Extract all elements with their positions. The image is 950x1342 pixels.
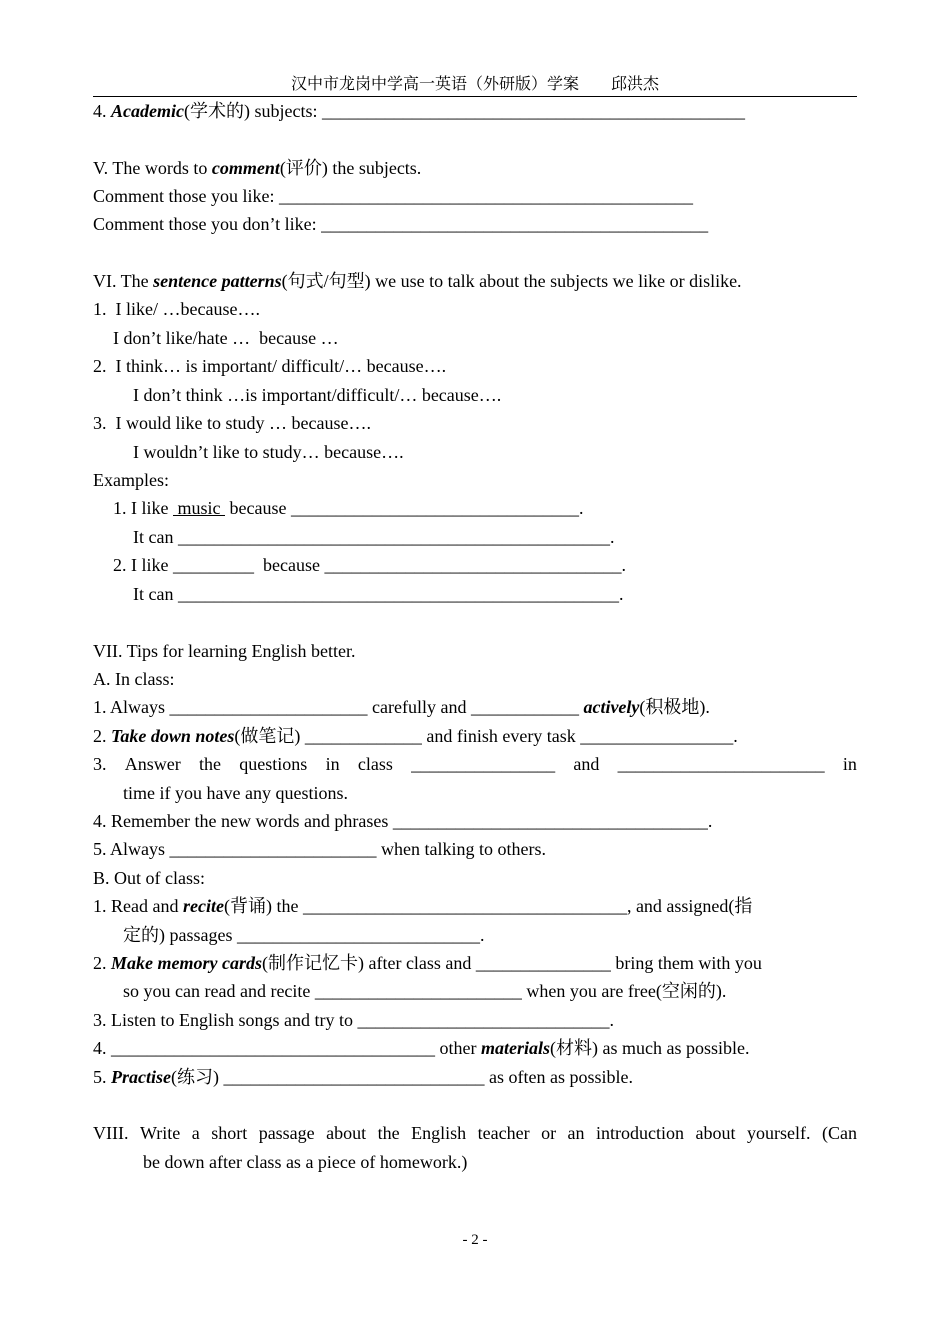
example-2-itcan[interactable]: It can _________________________________________________.	[133, 584, 624, 604]
pattern-2b: I don’t think …is important/difficult/… because….	[133, 385, 502, 405]
tip-a2[interactable]: 2. Take down notes(做笔记) _____________ and finish every task _________________.	[93, 726, 738, 746]
tip-b2[interactable]: 2. Make memory cards(制作记忆卡) after class and _______________ bring them with you	[93, 953, 762, 973]
example-1-itcan[interactable]: It can ________________________________________________.	[133, 527, 615, 547]
example-2-line[interactable]: 2. I like _________ because _________________________________.	[113, 555, 626, 575]
section-viii-title: VIII. Write a short passage about the English teacher or an introduction about yourself. (Can	[93, 1123, 857, 1143]
tip-b1-continued[interactable]: 定的) passages ___________________________.	[123, 925, 485, 945]
example-1-word: music	[173, 498, 225, 518]
tip-a5[interactable]: 5. Always _______________________ when talking to others.	[93, 839, 546, 859]
section-vi-title: VI. The sentence patterns(句式/句型) we use to talk about the subjects we like or dislike.	[93, 271, 742, 291]
tip-a3-continued: time if you have any questions.	[123, 783, 348, 803]
tip-b4[interactable]: 4. ____________________________________ other materials(材料) as much as possible.	[93, 1038, 750, 1058]
header-school: 汉中市龙岗中学高一英语（外研版）学案	[290, 76, 579, 93]
in-class-label: A. In class:	[93, 669, 175, 689]
out-of-class-label: B. Out of class:	[93, 868, 205, 888]
section-v-title: V. The words to comment(评价) the subjects.	[93, 158, 422, 178]
pattern-2a: 2. I think… is important/ difficult/… because….	[93, 356, 447, 376]
section-viii-continued: be down after class as a piece of homework.)	[143, 1152, 468, 1172]
pattern-3a: 3. I would like to study … because….	[93, 413, 371, 433]
pattern-3b: I wouldn’t like to study… because….	[133, 442, 404, 462]
tip-b1[interactable]: 1. Read and recite(背诵) the ____________________________________, and assigned(指	[93, 896, 753, 916]
pattern-1a: 1. I like/ …because….	[93, 299, 260, 319]
tip-a1[interactable]: 1. Always ______________________ carefully and ____________ actively(积极地).	[93, 697, 710, 717]
examples-label: Examples:	[93, 470, 169, 490]
comment-dislike-line[interactable]: Comment those you don’t like: ___________________________________________	[93, 214, 709, 234]
page-number: - 2 -	[462, 1232, 488, 1248]
tip-a3[interactable]: 3. Answer the questions in class ________________ and _______________________ in	[93, 754, 857, 774]
header-author: 邱洪杰	[611, 76, 660, 93]
pattern-1b: I don’t like/hate … because …	[113, 328, 339, 348]
tip-a4[interactable]: 4. Remember the new words and phrases ___________________________________.	[93, 811, 713, 831]
section-vii-title: VII. Tips for learning English better.	[93, 641, 356, 661]
page-header	[93, 75, 857, 97]
tip-b2-continued[interactable]: so you can read and recite _______________________ when you are free(空闲的).	[123, 981, 727, 1001]
academic-blank[interactable]: _______________________________________________	[321, 101, 745, 121]
tip-b3[interactable]: 3. Listen to English songs and try to ____________________________.	[93, 1010, 614, 1030]
academic-subjects-line: 4. Academic(学术的) subjects: _______________________________________________	[93, 101, 745, 121]
tip-b5[interactable]: 5. Practise(练习) _____________________________ as often as possible.	[93, 1067, 633, 1087]
comment-like-line[interactable]: Comment those you like: ______________________________________________	[93, 186, 693, 206]
example-1-line[interactable]: 1. I like music because ________________________________.	[113, 498, 584, 518]
